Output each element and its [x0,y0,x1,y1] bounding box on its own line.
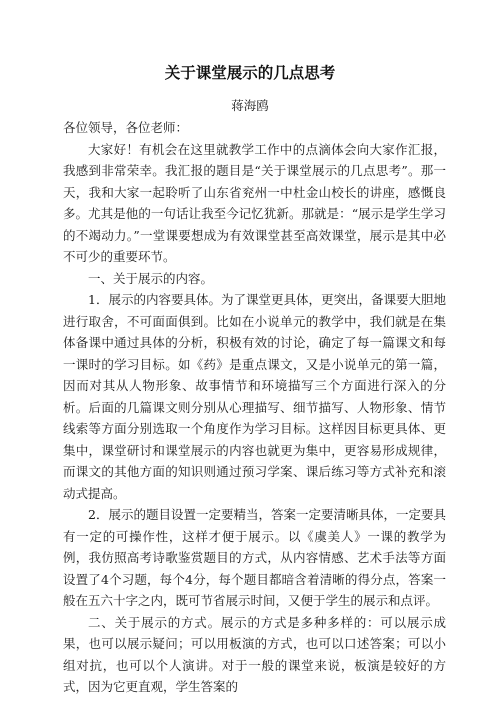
paragraph-point-1: 1．展示的内容要具体。为了课堂更具体，更突出，备课要大胆地进行取舍，不可面面俱到。比如在小说单元的教学中，我们就是在集体备课中通过具体的分析，积极有效的讨论，确定了每一篇课文和每一课时的学习目标。如《药》是重点课文，又是小说单元的第一篇，因而对其从人物形象、故事情节和环境描写三个方面进行深入的分析。后面的几篇课文则分别从心理描写、细节描写、人物形象、情节线索等方面分别选取一个角度作为学习目标。这样因目标更具体、更集中，课堂研讨和课堂展示的内容也就更为集中，更容易形成规律，而课文的其他方面的知识则通过预习学案、课后练习等方式补充和滚动式提高。 [63,292,446,501]
document-title: 关于课堂展示的几点思考 [164,64,336,82]
author-name: 蒋海鸥 [231,98,269,113]
document-body [63,117,446,698]
section-heading-content: 一、关于展示的内容。 [88,270,214,286]
paragraph-point-2: 2．展示的题目设置一定要精当，答案一定要清晰具体，一定要具有一定的可操作性，这样才便于展示。以《虞美人》一课的教学为例，我仿照高考诗歌鉴赏题目的方式，从内容情感、艺术手法等方面设置了4个习题，每个4分，每个题目都暗含着清晰的得分点，答案一般在五六十字之内，既可节省展示时间，又便于学生的展示和点评。 [63,507,446,608]
paragraph-intro: 大家好！有机会在这里就教学工作中的点滴体会向大家作汇报，我感到非常荣幸。我汇报的题目是“关于课堂展示的几点思考”。那一天，我和大家一起聆听了山东省兖州一中杜金山校长的讲座，感慨良多。尤其是他的一句话让我至今记忆犹新。那就是：“展示是学生学习的不竭动力。”一堂课要想成为有效课堂甚至高效课堂，展示是其中必不可少的重要环节。 [63,141,446,264]
paragraph-methods: 二、关于展示的方式。展示的方式是多种多样的：可以展示成果，也可以展示疑问；可以用板演的方式，也可以口述答案；可以小组对抗，也可以个人演讲。对于一般的课堂来说，板演是较好的方式，因为它更直观，学生答案的 [63,614,446,694]
salutation: 各位领导，各位老师： [63,120,189,135]
